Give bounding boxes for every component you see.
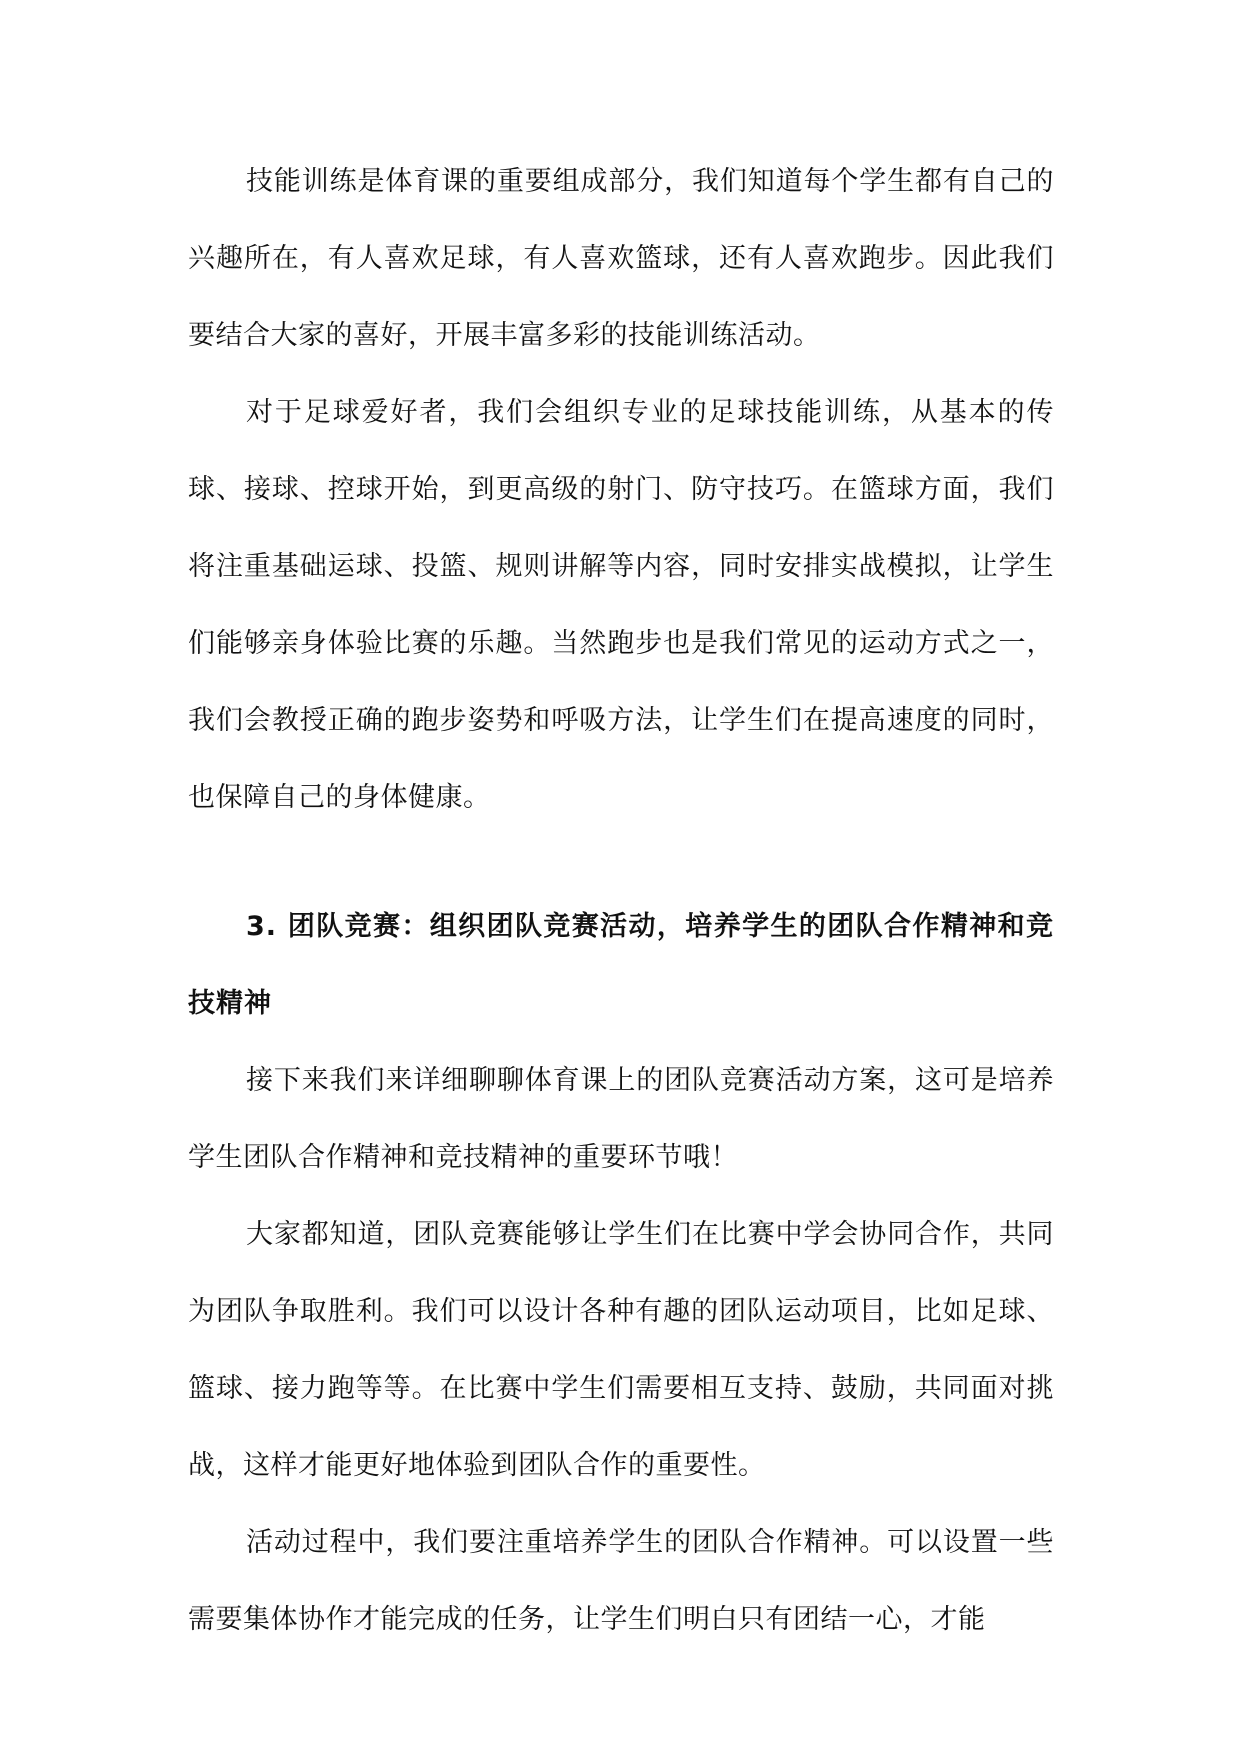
paragraph-skill-training-intro: 技能训练是体育课的重要组成部分，我们知道每个学生都有自己的兴趣所在，有人喜欢足球，有人喜欢篮球，还有人喜欢跑步。因此我们要结合大家的喜好，开展丰富多彩的技能训练活动。 bbox=[188, 166, 1054, 351]
paragraph-team-competition-projects: 大家都知道，团队竞赛能够让学生们在比赛中学会协同合作，共同为团队争取胜利。我们可以设计各种有趣的团队运动项目，比如足球、篮球、接力跑等等。在比赛中学生们需要相互支持、鼓励，共同面对挑战，这样才能更好地体验到团队合作的重要性。 bbox=[188, 1219, 1054, 1481]
paragraph-team-spirit: 活动过程中，我们要注重培养学生的团队合作精神。可以设置一些需要集体协作才能完成的任务，让学生们明白只有团结一心，才能 bbox=[188, 1527, 1054, 1635]
document-body bbox=[188, 143, 1054, 1658]
section-heading-team-competition: 3. 团队竞赛：组织团队竞赛活动，培养学生的团队合作精神和竞技精神 bbox=[188, 911, 1054, 1019]
paragraph-team-competition-intro: 接下来我们来详细聊聊体育课上的团队竞赛活动方案，这可是培养学生团队合作精神和竞技精神的重要环节哦！ bbox=[188, 1065, 1054, 1173]
paragraph-skill-training-details: 对于足球爱好者，我们会组织专业的足球技能训练，从基本的传球、接球、控球开始，到更高级的射门、防守技巧。在篮球方面，我们将注重基础运球、投篮、规则讲解等内容，同时安排实战模拟，让学生们能够亲身体验比赛的乐趣。当然跑步也是我们常见的运动方式之一，我们会教授正确的跑步姿势和呼吸方法，让学生们在提高速度的同时，也保障自己的身体健康。 bbox=[188, 397, 1054, 813]
